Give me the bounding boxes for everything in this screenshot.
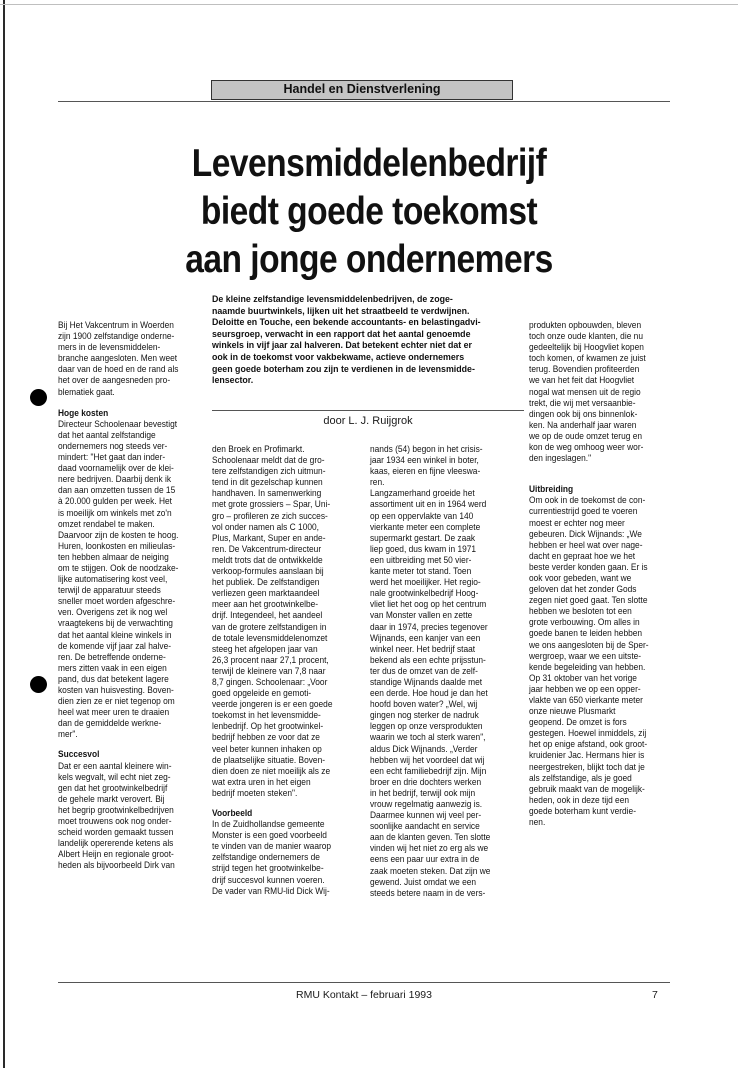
subheading-succesvol: Succesvol: [58, 749, 100, 760]
lead-line: lensector.: [212, 375, 254, 387]
text-line: Wijnands, een kanjer van een: [370, 632, 481, 643]
text-line: ren.: [370, 477, 385, 488]
text-line: dien doen ze niet moeilijk als ze: [212, 765, 331, 776]
text-line: dien zien ze er niet tegenop om: [58, 696, 175, 707]
text-line: supermarkt gestart. De zaak: [370, 532, 476, 543]
text-line: nen.: [529, 817, 546, 828]
text-line: aan de klanten geven. Ten slotte: [370, 832, 491, 843]
text-line: bedrijf hebben ze voor dat ze: [212, 732, 320, 743]
text-line: branche aangesloten. Men weet: [58, 353, 178, 364]
lead-line: winkels in vijf jaar zal halveren. Dat betekent echter niet dat er: [212, 340, 472, 352]
text-line: produkten opbouwden, bleven: [529, 320, 642, 330]
lead-line: De kleine zelfstandige levensmiddelenbedrijven, de zoge-: [212, 294, 453, 305]
text-line: een derde. Hoe houd je dan het: [370, 688, 488, 699]
lead-line: ook in de toekomst voor vakbekwame, actieve ondernemers: [212, 351, 465, 363]
text-line: vraagtekens bij de verwachting: [58, 618, 173, 629]
text-line: hebben we besloten tot een: [529, 606, 632, 617]
text-line: dan aan omzetten tussen de 15: [58, 485, 176, 496]
text-line: drijf. Integendeel, het aandeel: [212, 610, 323, 621]
text-line: gewend. Juist omdat we een: [370, 876, 477, 887]
text-line: ten hebben almaar de neiging: [58, 551, 169, 562]
text-line: hebben wij het voordeel dat wij: [370, 754, 485, 765]
text-line: de plaatselijke situatie. Boven-: [212, 754, 326, 765]
text-line: 8,7 gingen. Schoolenaar: „Voor: [212, 676, 328, 687]
text-line: Langzamerhand groeide het: [370, 488, 475, 499]
text-line: moest er echter nog meer: [529, 517, 625, 528]
text-line: daad voornamelijk over de klei-: [58, 463, 174, 474]
text-line: vlakte van 650 vierkante meter: [529, 695, 643, 705]
text-line: mers in de levensmiddelen-: [58, 342, 161, 353]
byline: door L. J. Ruijgrok: [323, 415, 413, 427]
text-line: daar van de hoed en de rand als: [58, 364, 179, 375]
text-line: we van het feit dat Hoogvliet: [529, 375, 635, 386]
text-line: den ingeslagen.": [529, 453, 592, 464]
scan-edge-left: [3, 0, 5, 1068]
text-line: jaar hebben we op een opper-: [529, 683, 641, 694]
text-line: het op enige afstand, ook groot-: [529, 739, 648, 750]
text-line: 26,3 procent naar 27,1 procent,: [212, 654, 329, 665]
text-line: aldus Dick Wijnands. „Verder: [370, 743, 478, 754]
text-line: nere bedrijven. Daarbij denk ik: [58, 474, 172, 485]
text-line: ter dus de omzet van de zelf-: [370, 665, 478, 676]
text-line: omzet rendabel te maken.: [58, 518, 155, 529]
text-line: ook voor gebeden, want we: [529, 572, 632, 583]
text-column-1: [58, 320, 178, 872]
text-line: ven. Overigens zet ik nog wel: [58, 607, 168, 618]
text-line: op een oppervlakte van 140: [370, 510, 474, 521]
text-line: den Broek en Profimarkt.: [212, 444, 305, 454]
text-line: nands (54) begon in het crisis-: [370, 444, 483, 454]
text-line: nale grootwinkelbedrijf Hoog-: [370, 588, 479, 599]
lead-line: seursgroep, verwacht in een rapport dat het aantal genoemde: [212, 328, 471, 340]
text-line: zijn 1900 zelfstandige onderne-: [58, 331, 175, 342]
text-line: dat het aantal zelfstandige: [58, 429, 156, 440]
headline-line: aan jonge ondernemers: [185, 238, 553, 281]
text-line: assortiment uit en in 1964 werd: [370, 499, 487, 510]
text-line: toekomst in het levensmidde-: [212, 710, 321, 721]
text-line: vol onder namen als C 1000,: [212, 521, 319, 532]
text-line: kaas, eieren en fijne vleeswa-: [370, 466, 481, 477]
text-line: lijke automatisering kost veel,: [58, 574, 168, 585]
article-headline: [100, 140, 638, 284]
text-line: bekend als een echte prijsstun-: [370, 654, 486, 665]
text-line: kende begeleiding van hebben.: [529, 661, 646, 672]
text-line: mers zitten vaak in een eigen: [58, 662, 167, 673]
text-line: drijf succesvol kunnen voeren.: [212, 874, 325, 885]
text-line: Daarvoor zijn de kosten te hoog.: [58, 529, 179, 540]
text-line: Bij Het Vakcentrum in Woerden: [58, 320, 174, 330]
text-line: ren. De Vakcentrum-directeur: [212, 543, 322, 554]
text-line: nogal wat mensen uit de regio: [529, 386, 641, 397]
text-line: meer aan het grootwinkelbe-: [212, 599, 319, 610]
text-line: mindert: "Het gaat dan inder-: [58, 452, 166, 463]
text-line: kon de weg omhoog weer wor-: [529, 442, 644, 453]
text-line: we ons aangesloten bij de Sper-: [529, 639, 649, 650]
text-line: gestegen. Hoewel inmiddels, zij: [529, 728, 647, 739]
text-line: trekt, die wij met versaanbie-: [529, 397, 636, 408]
text-line: neergestreken, blijkt toch dat je: [529, 761, 645, 772]
text-line: Directeur Schoolenaar bevestigt: [58, 418, 178, 429]
text-line: liep goed, dus kwam in 1971: [370, 543, 477, 554]
text-line: currentiestrijd goed te voeren: [529, 506, 638, 517]
text-line: kruidenier Jac. Hermans hier is: [529, 750, 645, 761]
text-line: heden als bijvoorbeeld Dirk van: [58, 860, 175, 871]
text-line: goede boterham kunt verdie-: [529, 805, 636, 816]
paragraph-gap: [529, 464, 649, 475]
text-line: pand, dus dat betekent lagere: [58, 673, 169, 684]
text-line: standige Wijnands daalde met: [370, 676, 483, 687]
text-line: gedeeltelijk bij Hoogvliet kopen: [529, 342, 644, 353]
text-line: heden, ook in deze tijd een: [529, 794, 630, 805]
text-line: gingen nog sterker de nadruk: [370, 710, 479, 721]
text-line: handhaven. In samenwerking: [212, 488, 322, 499]
text-line: ondernemers nog steeds ver-: [58, 440, 168, 451]
text-line: goede banen te leiden hebben: [529, 628, 643, 639]
text-line: te vinden van de manier waarop: [212, 841, 332, 852]
text-line: lenbedrijf. Op het grootwinkel-: [212, 721, 324, 732]
text-line: als zelfstandige, als je goed: [529, 772, 632, 783]
headline-line: Levensmiddelenbedrijf: [191, 142, 547, 185]
text-line: een uitbreiding met 50 vier-: [370, 554, 472, 565]
byline-rule: [212, 410, 524, 411]
text-line: om te stijgen. Ook de noodzake-: [58, 562, 179, 573]
text-line: wergroep, waar we een uitste-: [529, 650, 642, 661]
text-column-4: [529, 320, 649, 828]
text-line: de komende vijf jaar zal halve-: [58, 640, 172, 651]
text-line: strijd tegen het grootwinkelbe-: [212, 863, 324, 874]
text-line: zegen niet goed gaat. Ten slotte: [529, 595, 648, 606]
text-line: à 20.000 gulden per week. Het: [58, 496, 172, 507]
text-line: vierkante meter een complete: [370, 521, 481, 532]
text-line: bedrijf moeten steken".: [212, 787, 298, 798]
text-line: verkoop-formules aanslaan bij: [212, 566, 324, 577]
footer-rule: [58, 982, 670, 983]
headline-line: biedt goede toekomst: [200, 190, 538, 233]
text-line: hoofd boven water? „Wel, wij: [370, 699, 478, 710]
text-line: het publiek. De zelfstandigen: [212, 577, 320, 588]
lead-line: naamde buurtwinkels, lijken uit het straatbeeld te verdwijnen.: [212, 305, 470, 317]
text-line: winkel neer. Het bedrijf staat: [370, 643, 476, 654]
text-line: geloven dat het zonder Gods: [529, 584, 637, 595]
text-line: wat extra uren in het eigen: [212, 776, 311, 787]
text-line: broer en drie dochters werken: [370, 776, 482, 787]
text-line: gebeuren. Dick Wijnands: „We: [529, 528, 642, 539]
text-line: scheid worden gemaakt tussen: [58, 827, 174, 838]
text-line: beste verder konden gaan. Er is: [529, 561, 648, 572]
punch-hole-bottom: [30, 676, 47, 693]
text-line: is moeilijk om winkels met zo'n: [58, 507, 172, 518]
text-line: toch onze oude klanten, die nu: [529, 331, 643, 342]
text-line: verliezen geen marktaandeel: [212, 588, 320, 599]
text-line: de gehele markt verovert. Bij: [58, 793, 165, 804]
text-line: sneller moet worden afgeschre-: [58, 596, 176, 607]
text-line: Plus, Markant, Super en ande-: [212, 532, 326, 543]
text-line: dat het aantal kleine winkels in: [58, 629, 172, 640]
text-line: meldt trots dat de ontwikkelde: [212, 554, 323, 565]
text-line: Albert Heijn en regionale groot-: [58, 849, 174, 860]
text-line: vrouw regelmatig aanwezig is.: [370, 799, 483, 809]
text-line: van de grotere zelfstandigen in: [212, 621, 327, 632]
text-line: gebruik maakt van de mogelijk-: [529, 783, 645, 794]
text-line: steeds betere naam in de vers-: [370, 887, 486, 898]
text-line: Schoolenaar meldt dat de gro-: [212, 455, 325, 466]
text-line: dingen ook bij ons binnenlok-: [529, 408, 638, 419]
section-rule: [58, 101, 670, 102]
text-line: van Monster vallen en zette: [370, 610, 473, 621]
text-line: zelfstandige ondernemers de: [212, 852, 320, 863]
text-line: waarin we toch al sterk waren",: [370, 732, 486, 743]
text-line: kels wegvalt, wil echt niet zeg-: [58, 771, 171, 782]
text-line: in het bedrijf, terwijl ook mijn: [370, 787, 476, 798]
text-line: Monster is een goed voorbeeld: [212, 830, 327, 841]
text-line: terwijl de kleinere van 7,8 naar: [212, 665, 326, 676]
scan-edge-top: [0, 4, 738, 5]
text-line: mer".: [58, 729, 78, 740]
text-line: terwijl de apparatuur steeds: [58, 585, 161, 596]
text-line: kosten van huisvesting. Boven-: [58, 685, 174, 695]
lead-line: geen goede boterham zou zijn te verdienen in de levensmidde-: [212, 363, 475, 375]
text-line: goed opgeleide en gemoti-: [212, 688, 312, 699]
subheading-voorbeeld: Voorbeeld: [212, 808, 253, 818]
lead-line: Deloitte en Touche, een bekende accountants- en belastingadvi-: [212, 317, 481, 329]
text-line: hebben er heel wat over nage-: [529, 539, 643, 550]
text-line: de totale levensmiddelenomzet: [212, 632, 328, 643]
text-line: met grote grossiers – Spar, Uni-: [212, 499, 331, 510]
text-line: Op 31 oktober van het vorige: [529, 672, 637, 683]
text-line: leggen op onze versprodukten: [370, 721, 483, 732]
text-line: gro – profileren ze zich succes-: [212, 510, 328, 521]
subheading-hoge-kosten: Hoge kosten: [58, 407, 109, 418]
text-line: het begrip grootwinkelbedrijven: [58, 804, 174, 815]
text-line: steeg het afgelopen jaar van: [212, 643, 318, 654]
text-line: veel beter kunnen inhaken op: [212, 743, 322, 754]
lead-paragraph: [212, 294, 499, 387]
text-line: kante meter tot stand. Toen: [370, 566, 472, 577]
footer-publication: RMU Kontakt – februari 1993: [296, 989, 432, 1001]
text-line: tend in dit gezelschap kunnen: [212, 477, 323, 488]
text-line: ren. De betreffende onderne-: [58, 651, 166, 662]
text-line: we op de oude omzet terug en: [529, 430, 643, 441]
text-line: Om ook in de toekomst de con-: [529, 495, 646, 506]
section-tag: Handel en Dienstverlening: [211, 80, 513, 100]
text-line: toch komen, of kwamen ze juist: [529, 353, 646, 364]
text-line: een echt familiebedrijf zijn. Mijn: [370, 765, 487, 776]
punch-hole-top: [30, 389, 47, 406]
text-column-2: [212, 444, 332, 897]
text-line: vinden wij het niet zo erg als we: [370, 843, 489, 854]
text-line: grote verbouwing. Om alles in: [529, 617, 640, 628]
text-line: tere zelfstandigen zich uitmun-: [212, 466, 326, 477]
page-number: 7: [652, 989, 658, 1001]
text-line: De vader van RMU-lid Dick Wij-: [212, 885, 330, 896]
text-line: werd het moeilijker. Het regio-: [370, 577, 481, 588]
text-line: zaak moeten steken. Dat zijn we: [370, 865, 491, 876]
text-line: veerde jongeren is er een goede: [212, 699, 333, 710]
text-line: eens een paar uur extra in de: [370, 854, 480, 865]
text-line: jaar 1934 een winkel in boter,: [370, 455, 479, 466]
text-line: blematiek gaat.: [58, 386, 115, 397]
text-line: In de Zuidhollandse gemeente: [212, 819, 325, 830]
text-line: gen dat het grootwinkelbedrijf: [58, 782, 168, 793]
text-line: daar in 1974, precies tegenover: [370, 621, 488, 632]
text-line: vliet liet het oog op het centrum: [370, 599, 487, 610]
text-line: Dat er een aantal kleinere win-: [58, 760, 172, 771]
text-line: moet trouwens ook nog onder-: [58, 816, 172, 827]
text-line: onze nieuwe Plusmarkt: [529, 706, 616, 717]
text-line: soonlijke aandacht en service: [370, 821, 480, 832]
text-line: Daarmee kunnen wij veel per-: [370, 810, 482, 821]
text-line: dacht en gepraat hoe we het: [529, 550, 636, 561]
text-line: ken. Na anderhalf jaar waren: [529, 419, 637, 430]
text-line: landelijk opererende ketens als: [58, 838, 174, 849]
text-line: geopend. De omzet is fors: [529, 717, 627, 728]
text-line: het over de aangesneden pro-: [58, 375, 171, 386]
text-line: dan de gemiddelde werkne-: [58, 718, 162, 729]
text-line: Huren, loonkosten en milieulas-: [58, 540, 176, 551]
text-column-3: [370, 444, 490, 899]
subheading-uitbreiding: Uitbreiding: [529, 484, 574, 495]
text-line: heel wat meer uren te draaien: [58, 707, 170, 718]
text-line: terug. Bovendien profiteerden: [529, 364, 640, 375]
